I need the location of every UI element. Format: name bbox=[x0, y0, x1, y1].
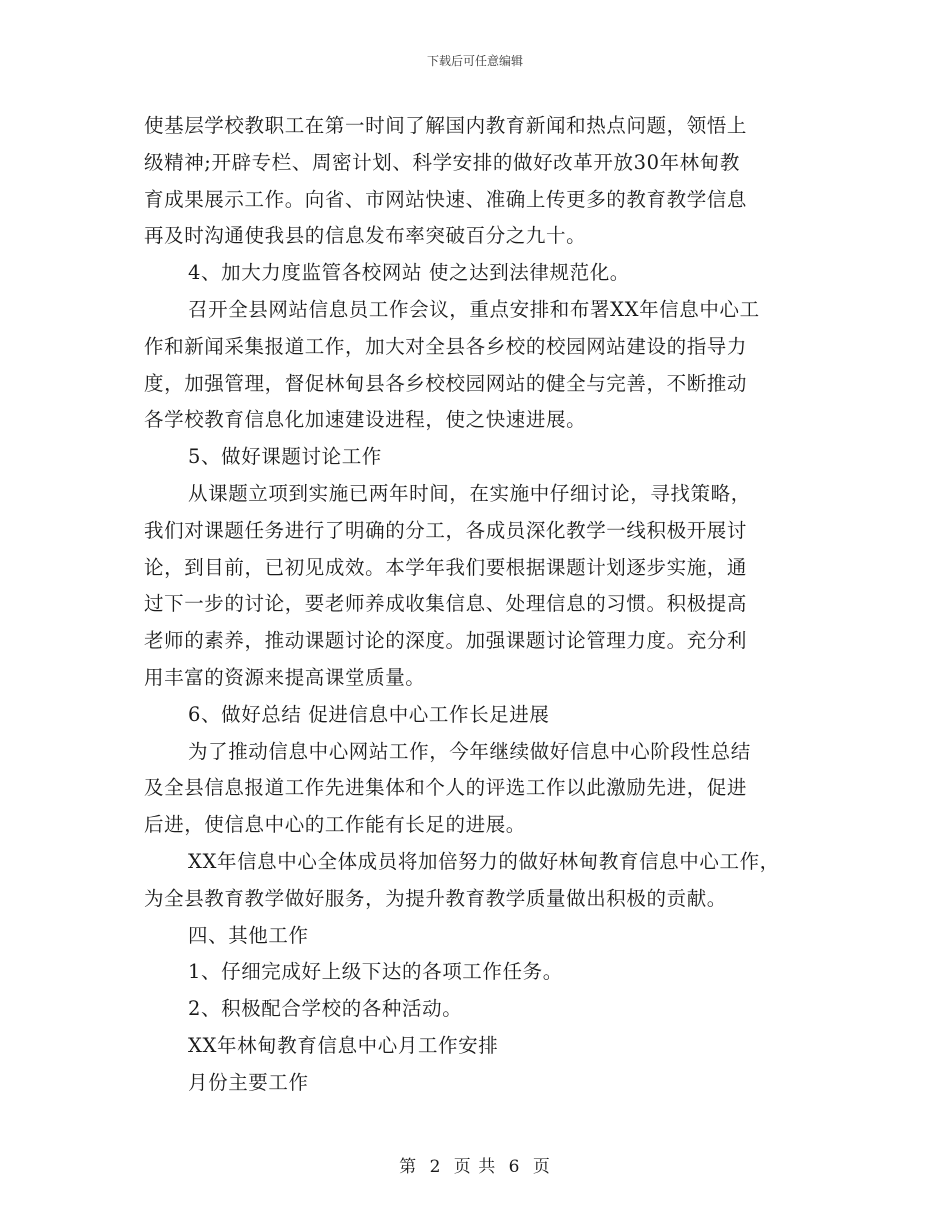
body-line: 老师的素养，推动课题讨论的深度。加强课题讨论管理力度。充分利 bbox=[144, 629, 748, 653]
section-heading: 4、加大力度监管各校网站 使之达到法律规范化。 bbox=[188, 261, 630, 285]
body-line: 为了推动信息中心网站工作，今年继续做好信息中心阶段性总结 bbox=[188, 739, 751, 763]
document-body bbox=[144, 108, 806, 1102]
page-footer bbox=[0, 1156, 950, 1178]
body-line: XX年信息中心全体成员将加倍努力的做好林甸教育信息中心工作， bbox=[188, 849, 780, 873]
list-item: 1、仔细完成好上级下达的各项工作任务。 bbox=[188, 960, 563, 984]
body-line: 度，加强管理，督促林甸县各乡校校园网站的健全与完善，不断推动 bbox=[144, 371, 748, 395]
footer-suffix: 页 bbox=[532, 1157, 551, 1177]
body-line: 我们对课题任务进行了明确的分工，各成员深化教学一线积极开展讨 bbox=[144, 518, 748, 542]
body-line: 从课题立项到实施已两年时间，在实施中仔细讨论，寻找策略， bbox=[188, 481, 751, 505]
body-line: 及全县信息报道工作先进集体和个人的评选工作以此激励先进，促进 bbox=[144, 776, 748, 800]
body-line: 再及时沟通使我县的信息发布率突破百分之九十。 bbox=[144, 224, 587, 248]
footer-prefix: 第 bbox=[399, 1157, 418, 1177]
body-line: 级精神;开辟专栏、周密计划、科学安排的做好改革开放30年林甸教 bbox=[144, 150, 740, 174]
body-line: 为全县教育教学做好服务，为提升教育教学质量做出积极的贡献。 bbox=[144, 886, 727, 910]
body-line: 论，到目前，已初见成效。本学年我们要根据课题计划逐步实施，通 bbox=[144, 555, 748, 579]
page-header bbox=[0, 53, 950, 69]
current-page-number: 2 bbox=[429, 1157, 442, 1177]
section-heading: 6、做好总结 促进信息中心工作长足进展 bbox=[188, 702, 550, 726]
body-line: 用丰富的资源来提高课堂质量。 bbox=[144, 665, 426, 689]
body-line: 作和新闻采集报道工作，加大对全县各乡校的校园网站建设的指导力 bbox=[144, 334, 748, 358]
body-line: 召开全县网站信息员工作会议，重点安排和布署XX年信息中心工 bbox=[188, 297, 760, 321]
schedule-header: 月份主要工作 bbox=[188, 1070, 309, 1094]
body-line: 育成果展示工作。向省、市网站快速、准确上传更多的教育教学信息 bbox=[144, 187, 748, 211]
body-line: 使基层学校教职工在第一时间了解国内教育新闻和热点问题，领悟上 bbox=[144, 114, 748, 137]
body-line: 过下一步的讨论，要老师养成收集信息、处理信息的习惯。积极提高 bbox=[144, 592, 748, 616]
schedule-title: XX年林甸教育信息中心月工作安排 bbox=[188, 1033, 499, 1057]
footer-middle: 页 共 bbox=[453, 1157, 497, 1177]
section-heading: 5、做好课题讨论工作 bbox=[188, 445, 382, 469]
section-heading: 四、其他工作 bbox=[188, 923, 309, 947]
list-item: 2、积极配合学校的各种活动。 bbox=[188, 997, 463, 1021]
total-pages-number: 6 bbox=[508, 1157, 521, 1177]
header-note: 下载后可任意编辑 bbox=[426, 54, 523, 68]
body-line: 各学校教育信息化加速建设进程，使之快速进展。 bbox=[144, 408, 587, 432]
body-line: 后进，使信息中心的工作能有长足的进展。 bbox=[144, 813, 526, 837]
